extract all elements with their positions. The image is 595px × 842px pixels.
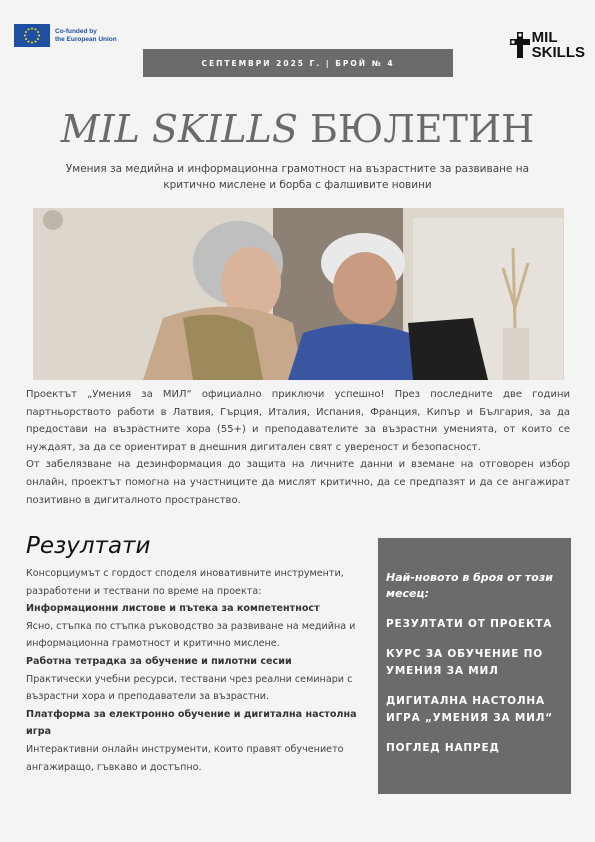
issue-date-bar: СЕПТЕМВРИ 2025 Г. | БРОЙ № 4 bbox=[143, 49, 453, 77]
result-item-title: Работна тетрадка за обучение и пилотни сесии bbox=[26, 655, 292, 667]
issue-item-results[interactable]: РЕЗУЛТАТИ ОТ ПРОЕКТА bbox=[386, 618, 553, 630]
title-part-bulletin: БЮЛЕТИН bbox=[297, 107, 535, 151]
intro-paragraph-2: От забелязване на дезинформация до защита на личните данни и вземане на отговорен избор онлайн, проектът помогна на участниците да мислят критично, да се предпазят и да се ангажират позитивно в дигиталното пространство. bbox=[26, 459, 570, 506]
newsletter-subtitle: Умения за медийна и информационна грамотност на възрастните за развиване на критично мислене и борба с фалшивите новини bbox=[65, 163, 530, 191]
eu-cofunded-logo bbox=[14, 24, 117, 47]
intro-text bbox=[26, 386, 570, 509]
seniors-with-tablet-illustration bbox=[33, 208, 564, 380]
results-heading: Резултати bbox=[26, 533, 151, 559]
mil-logo-line1: MIL bbox=[531, 29, 558, 46]
result-item-text: Практически учебни ресурси, тествани чрез реални семинари с възрастни хора и преподаватели за възрастни. bbox=[26, 673, 353, 703]
issue-item-course[interactable]: КУРС ЗА ОБУЧЕНИЕ ПО УМЕНИЯ ЗА МИЛ bbox=[386, 648, 543, 677]
in-this-issue-title: Най-новото в броя от този месец: bbox=[386, 571, 553, 600]
result-item-title: Платформа за електронно обучение и дигитална настолна игра bbox=[26, 708, 357, 738]
title-part-brand: MIL SKILLS bbox=[60, 107, 298, 151]
mil-logo-line2: SKILLS bbox=[531, 44, 585, 61]
issue-item-board-game[interactable]: ДИГИТАЛНА НАСТОЛНА ИГРА „УМЕНИЯ ЗА МИЛ“ bbox=[386, 695, 553, 724]
result-item-title: Информационни листове и пътека за компетентност bbox=[26, 603, 320, 615]
result-item-text: Ясно, стъпка по стъпка ръководство за развиване на медийна и информационна грамотност и критично мислене. bbox=[26, 620, 356, 650]
mil-skills-logo bbox=[510, 30, 585, 60]
issue-item-outlook[interactable]: ПОГЛЕД НАПРЕД bbox=[386, 742, 500, 754]
hero-photo bbox=[33, 208, 564, 380]
intro-paragraph-1: Проектът „Умения за МИЛ“ официално приключи успешно! През последните две години партньорството работи в Латвия, Гърция, Италия, Испания, Франция, Кипър и България, за да предостави на възрастните хора (55+) и преподавателите за възрастни уменията, от които се нуждаят, за да се ориентират в днешния дигитален свят с увереност и безопасност. bbox=[26, 389, 570, 453]
results-section bbox=[26, 565, 378, 776]
in-this-issue-box bbox=[378, 538, 571, 794]
eu-flag-icon bbox=[14, 24, 50, 47]
newsletter-title bbox=[0, 107, 595, 151]
plus-mark-icon bbox=[510, 32, 530, 58]
eu-cofunded-text: Co-funded by the European Union bbox=[55, 27, 117, 43]
results-lead: Консорциумът с гордост споделя иновативните инструменти, разработени и тествани по време на проекта: bbox=[26, 568, 344, 597]
result-item-text: Интерактивни онлайн инструменти, които правят обучението ангажиращо, гъвкаво и достъпно. bbox=[26, 743, 344, 773]
